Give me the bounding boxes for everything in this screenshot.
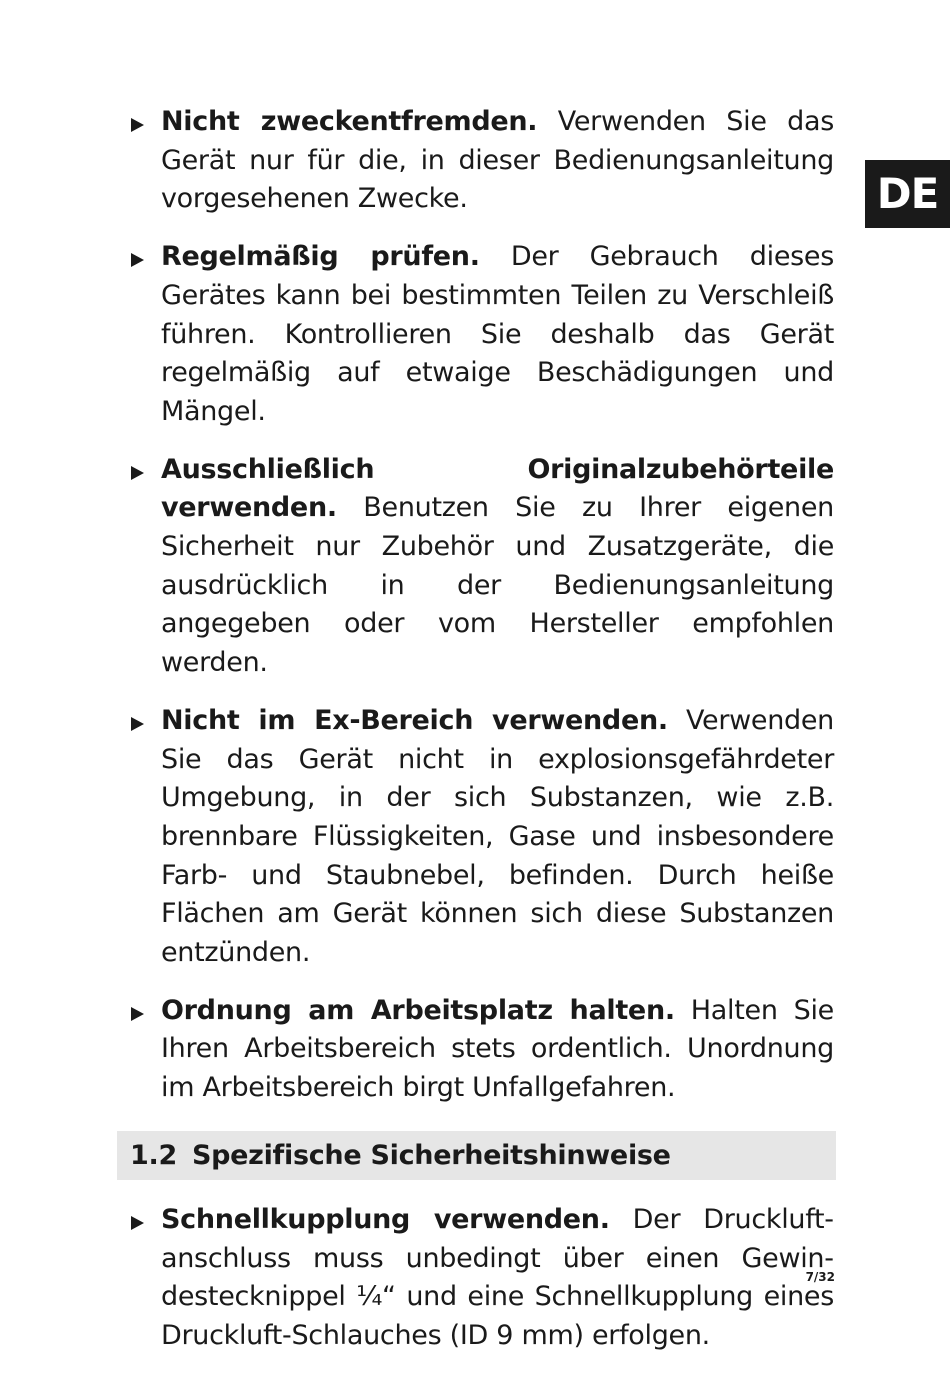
safety-item-ex-area (125, 702, 834, 973)
item-lead: Nicht im Ex-Bereich verwenden. (161, 704, 668, 736)
section-heading (117, 1131, 836, 1180)
item-lead: Schnellkupplung verwenden. (161, 1203, 610, 1235)
triangle-bullet-icon (131, 253, 144, 267)
safety-item-original-parts (125, 451, 834, 683)
safety-item-quick-coupling (125, 1201, 834, 1356)
item-lead: Nicht zweckentfremden. (161, 106, 538, 137)
item-text: Halten Sie Ihren Arbeitsbereich stets ordentlich. Unordnung im Arbeitsbereich birgt Unfallgefahren. (161, 994, 834, 1104)
safety-item-misuse (125, 103, 834, 219)
triangle-bullet-icon (131, 118, 144, 132)
section-number: 1.2 (130, 1139, 177, 1171)
page-content (125, 103, 834, 1375)
triangle-bullet-icon (131, 717, 144, 731)
language-tab: DE (865, 160, 950, 228)
page-number: 7/32 (805, 1270, 835, 1284)
item-lead: Ordnung am Arbeitsplatz halten. (161, 994, 675, 1026)
section-title: Spezifische Sicherheitshinweise (192, 1139, 671, 1171)
item-text: Der Druckluftanschluss muss unbedingt über einen Gewindestecknippel ¼“ und eine Schnellkupplung eines Druckluft-Schlauches (ID 9 mm) erfolgen. (161, 1203, 834, 1351)
item-text: Benutzen Sie zu Ihrer eigenen Sicherheit nur Zubehör und Zusatzgeräte, die ausdrücklich in der Bedienungsanleitung angegeben oder vom Hersteller empfohlen werden. (161, 492, 834, 679)
item-lead: Regelmäßig prüfen. (161, 241, 480, 273)
item-text: Verwenden Sie das Gerät nur für die, in dieser Bedienungsanleitung vorgesehenen Zwecke. (161, 106, 834, 215)
triangle-bullet-icon (131, 1007, 144, 1021)
item-lead: Ausschließlich Originalzubehörteile verwenden. (161, 453, 834, 524)
safety-item-regular-check (125, 238, 834, 432)
item-text: Verwenden Sie das Gerät nicht in explosionsgefährdeter Umgebung, in der sich Substanzen, wie z.B. brennbare Flüssigkeiten, Gase und insbesondere Farb- und Staubnebel, befinden. Durch heiße Flächen am Gerät können sich diese Substanzen entzünden. (161, 704, 834, 969)
triangle-bullet-icon (131, 1216, 144, 1230)
safety-item-workplace-order (125, 992, 834, 1108)
triangle-bullet-icon (131, 466, 144, 480)
item-text: Der Gebrauch dieses Gerätes kann bei bestimmten Teilen zu Verschleiß führen. Kontrollieren Sie deshalb das Gerät regelmäßig auf etwaige Beschädigungen und Mängel. (161, 241, 834, 427)
